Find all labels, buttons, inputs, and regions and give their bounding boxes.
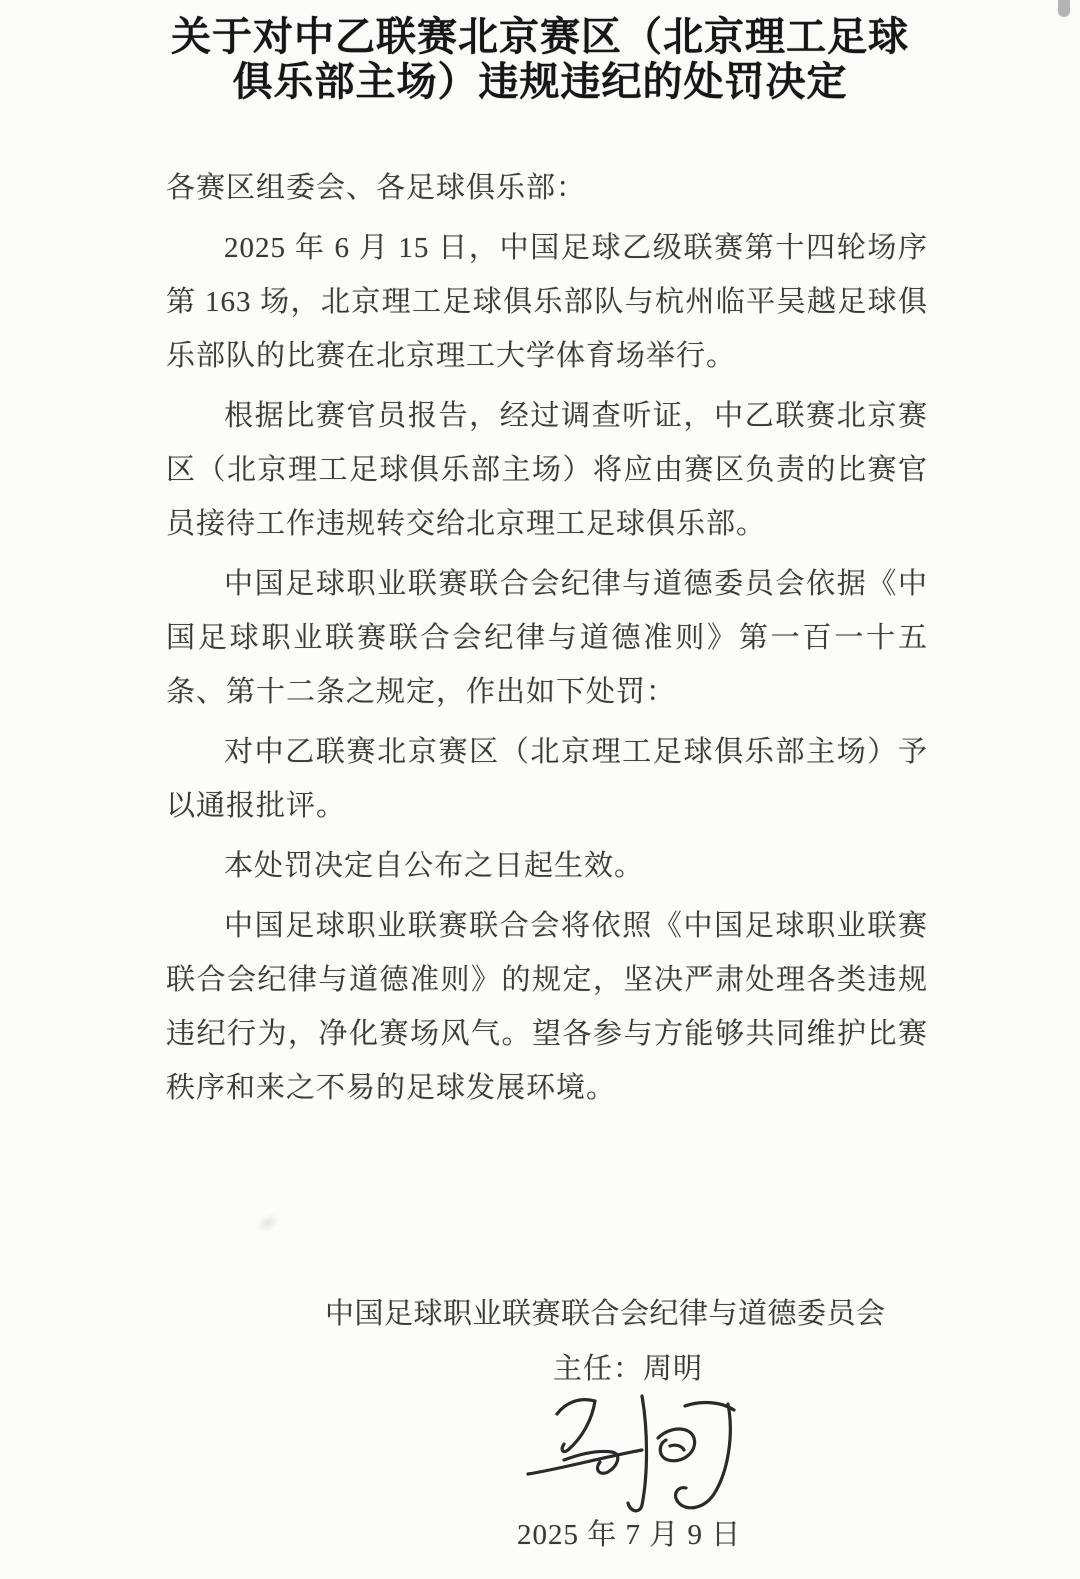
body-paragraph-2: 根据比赛官员报告，经过调查听证，中乙联赛北京赛区（北京理工足球俱乐部主场）将应由赛区负责的比赛官员接待工作违规转交给北京理工足球俱乐部。 [166,400,928,540]
document-body [166,161,928,1121]
issue-date: 2025 年 7 月 9 日 [517,1519,742,1551]
scan-smudge [253,1210,284,1237]
document-title-line-2: 俱乐部主场）违规违纪的处罚决定 [232,59,848,104]
body-paragraph-5: 本处罚决定自公布之日起生效。 [224,850,645,882]
body-paragraph-3: 中国足球职业联赛联合会纪律与道德委员会依据《中国足球职业联赛联合会纪律与道德准则》第一百一十五条、第十二条之规定，作出如下处罚： [166,568,928,708]
salutation-line: 各赛区组委会、各足球俱乐部： [166,172,587,204]
issuing-committee-name: 中国足球职业联赛联合会纪律与道德委员会 [325,1298,886,1330]
body-paragraph-4: 对中乙联赛北京赛区（北京理工足球俱乐部主场）予以通报批评。 [166,736,928,822]
document-title-line-1: 关于对中乙联赛北京赛区（北京理工足球 [171,14,909,59]
body-paragraph-1: 2025 年 6 月 15 日，中国足球乙级联赛第十四轮场序第 163 场，北京理工足球俱乐部队与杭州临平吴越足球俱乐部队的比赛在北京理工大学体育场举行。 [166,232,928,372]
document-title [0,14,1080,104]
scrollbar-thumb[interactable] [1058,0,1070,17]
director-name-line: 主任：周明 [553,1353,704,1385]
handwritten-signature-icon [520,1390,748,1526]
body-paragraph-6: 中国足球职业联赛联合会将依照《中国足球职业联赛联合会纪律与道德准则》的规定，坚决严肃处理各类违规违纪行为，净化赛场风气。望各参与方能够共同维护比赛秩序和来之不易的足球发展环境。 [166,910,928,1104]
